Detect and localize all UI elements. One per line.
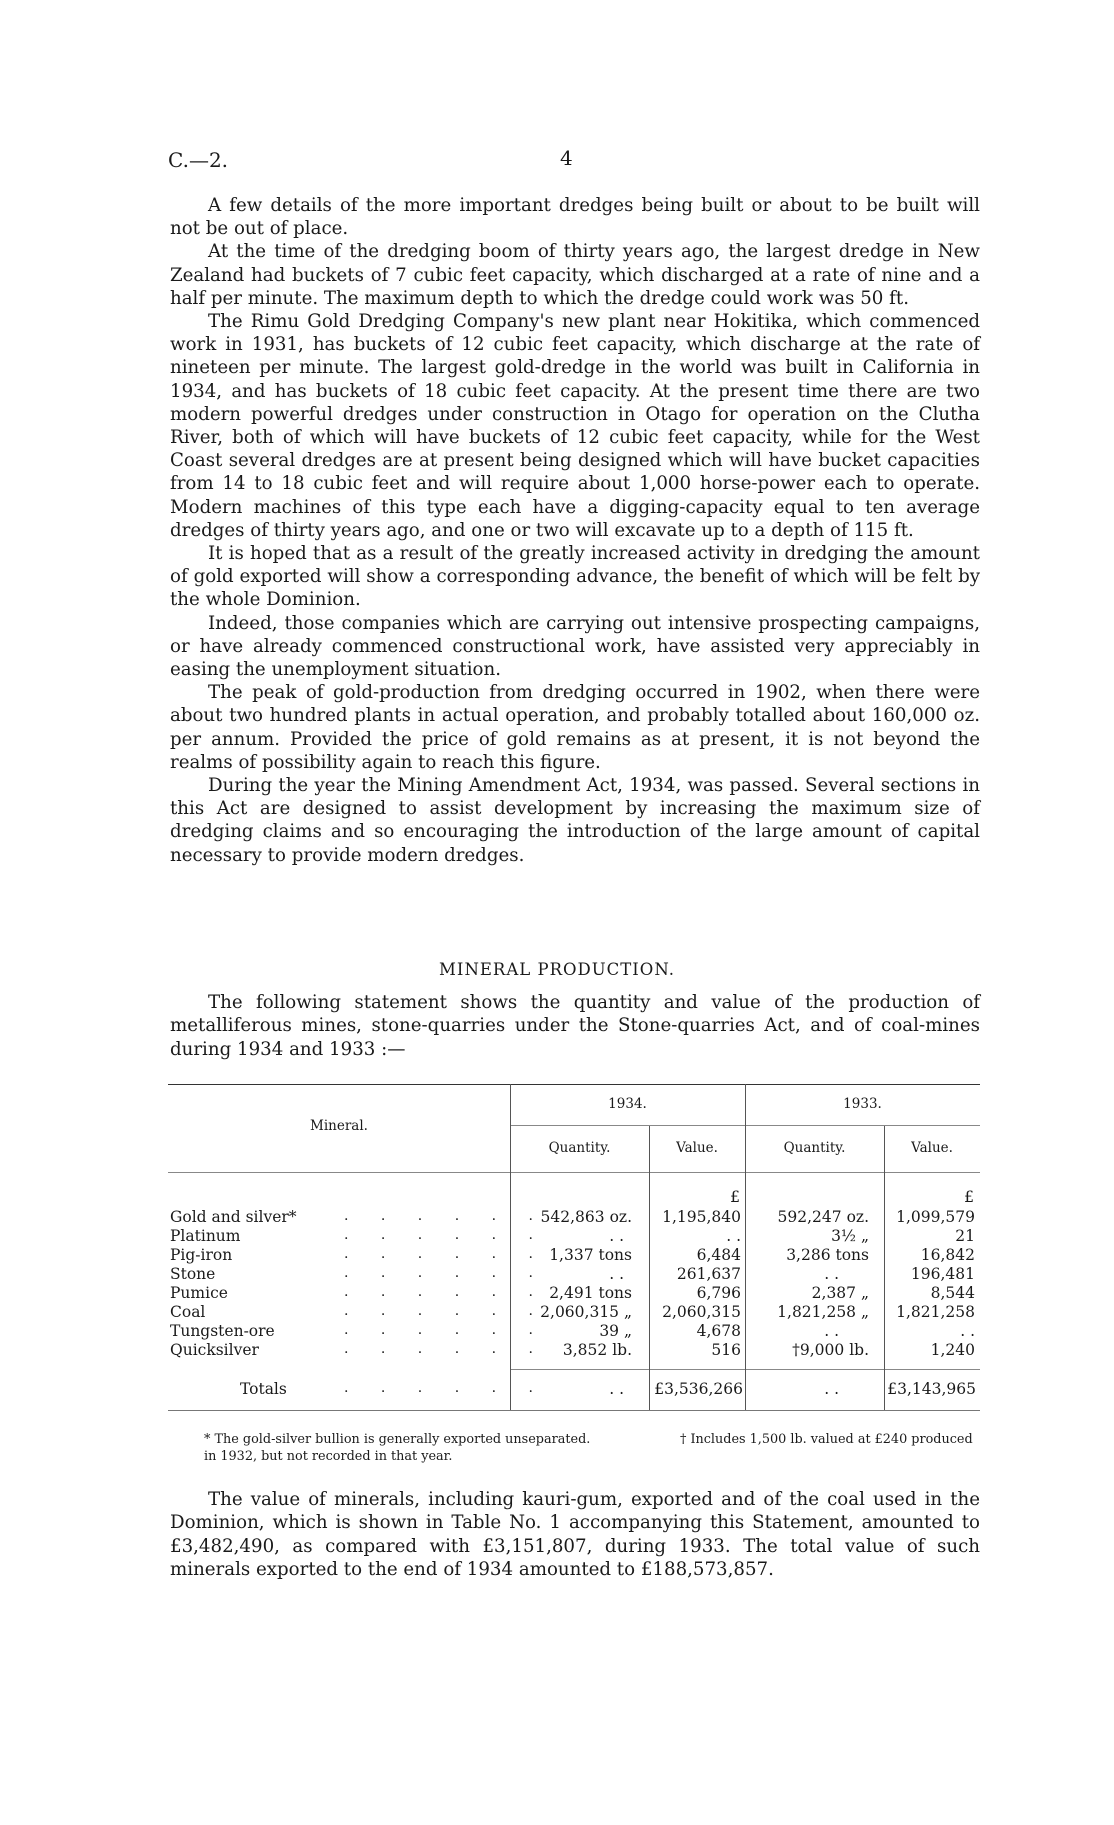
totals-value-1933: £3,143,965 [887,1380,976,1398]
section-intro [170,991,980,1061]
paragraph-6: The peak of gold-production from dredging occurred in 1902, when there were about two hundred plants in actual operation, and probably totalled about 160,000 oz. per annum. Provided the price of gold remains as at present, it is not beyond the realms of possibility again to reach this figure. [170,682,980,773]
quantity-1933: 2,387 „ [811,1284,869,1302]
paragraph-4: It is hoped that as a result of the greatly increased activity in dredging the amount of gold exported will show a corresponding advance, the benefit of which will be felt by the whole Dominion. [170,543,980,611]
value-1934: 2,060,315 [662,1303,741,1321]
column-divider-2 [649,1126,650,1410]
value-1934: 6,796 [696,1284,741,1302]
quantity-1934: 1,337 tons [549,1246,632,1264]
quantity-1934: . . [609,1265,624,1283]
totals-quantity-1934: . . [609,1380,624,1398]
leader-dots: . . . . . . [344,1380,547,1396]
totals-label: Totals [240,1380,287,1398]
document-reference: C.—2. [168,148,229,172]
value-1934-header: Value. [676,1140,718,1156]
leader-dots: . . . . . . [344,1208,547,1224]
paragraph-5: Indeed, those companies which are carrying out intensive prospecting campaigns, or have already commenced constructional work, have assisted very appreciably in easing the unemployment situation. [170,612,980,681]
currency-1933: £ [964,1188,974,1206]
value-1933: 16,842 [920,1246,975,1264]
quantity-1933: 1,821,258 „ [777,1303,869,1321]
paragraph-7: During the year the Mining Amendment Act, 1934, was passed. Several sections in this Act are designed to assist development by increasing the maximum size of dredging claims and so encouraging the introduction of the large amount of capital necessary to provide modern dredges. [170,775,980,866]
column-divider-4 [884,1126,885,1410]
footnote-dagger-continued: in 1932, but not recorded in that year. [204,1449,453,1464]
dredging-section [170,194,980,867]
page-number: 4 [560,146,573,170]
quantity-1934: 3,852 lb. [562,1341,632,1359]
mineral-name: Pumice [170,1284,228,1302]
table-bottom-rule [168,1410,980,1411]
quantity-1934: 39 „ [599,1322,632,1340]
value-1933: . . [960,1322,975,1340]
leader-dots: . . . . . . [344,1265,547,1281]
quantity-1933: . . [824,1265,839,1283]
quantity-1934: 2,060,315 „ [540,1303,632,1321]
value-1934: 6,484 [696,1246,741,1264]
mineral-name: Tungsten-ore [170,1322,275,1340]
value-1933: 1,240 [930,1341,975,1359]
header-bottom-rule [168,1172,980,1173]
mineral-name: Gold and silver* [170,1208,297,1226]
currency-1934: £ [730,1188,740,1206]
value-1933: 8,544 [930,1284,975,1302]
mineral-name: Quicksilver [170,1341,259,1359]
footnote-star: * The gold-silver bullion is generally exported unseparated. [204,1432,591,1447]
leader-dots: . . . . . . [344,1246,547,1262]
table-top-rule [168,1084,980,1085]
mineral-name: Coal [170,1303,206,1321]
quantity-1934: 2,491 tons [549,1284,632,1302]
quantity-1933-header: Quantity. [783,1140,846,1156]
value-1934: 4,678 [696,1322,741,1340]
leader-dots: . . . . . . [344,1341,547,1357]
value-1934: 261,637 [676,1265,741,1283]
value-1933: 21 [955,1227,975,1245]
paragraph-3: The Rimu Gold Dredging Company's new plant near Hokitika, which commenced work in 1931, has buckets of 12 cubic feet capacity, which discharge at the rate of nineteen per minute. The largest gold-dredge in the world was built in California in 1934, and has buckets of 18 cubic feet capacity. At the present time there are two modern powerful dredges under construction in Otago for operation on the Clutha River, both of which will have buckets of 12 cubic feet capacity, while for the West Coast several dredges are at present being designed which will have bucket capacities from 14 to 18 cubic feet and will require about 1,000 horse-power each to operate. Modern machines of this type each have a digging-capacity equal to ten average dredges of thirty years ago, and one or two will excavate up to a depth of 115 ft. [170,311,980,541]
closing-paragraph: The value of minerals, including kauri-gum, exported and of the coal used in the Dominion, which is shown in Table No. 1 accompanying this Statement, amounted to £3,482,490, as compared with £3,151,807, during 1933. The total value of such minerals exported to the end of 1934 amounted to £188,573,857. [170,1489,980,1581]
totals-quantity-1933: . . [824,1380,839,1398]
quantity-1933: 3,286 tons [786,1246,869,1264]
footnote-dagger: † Includes 1,500 lb. valued at £240 produced [680,1432,973,1447]
year-1934-header: 1934. [608,1096,647,1112]
value-1933: 1,821,258 [896,1303,975,1321]
mineral-name: Stone [170,1265,216,1283]
year-1933-header: 1933. [843,1096,882,1112]
quantity-1934: . . [609,1227,624,1245]
leader-dots: . . . . . . [344,1227,547,1243]
paragraph-2: At the time of the dredging boom of thirty years ago, the largest dredge in New Zealand had buckets of 7 cubic feet capacity, which discharged at a rate of nine and a half per minute. The maximum depth to which the dredge could work was 50 ft. [170,241,980,309]
value-1933: 1,099,579 [896,1208,975,1226]
quantity-1934: 542,863 oz. [540,1208,632,1226]
value-1934: 1,195,840 [662,1208,741,1226]
intro-paragraph: The following statement shows the quantity and value of the production of metalliferous mines, stone-quarries under the Stone-quarries Act, and of coal-mines during 1934 and 1933 :— [170,992,980,1060]
section-heading: MINERAL PRODUCTION. [439,960,675,979]
paragraph-1: A few details of the more important dredges being built or about to be built will not be out of place. [170,195,980,240]
quantity-1933: 3½ „ [831,1227,869,1245]
quantity-1933: . . [824,1322,839,1340]
quantity-1933: 592,247 oz. [777,1208,869,1226]
mineral-column-header: Mineral. [310,1118,368,1134]
column-divider-3 [745,1084,746,1410]
leader-dots: . . . . . . [344,1303,547,1319]
leader-dots: . . . . . . [344,1284,547,1300]
closing-section [170,1488,980,1582]
value-1934: . . [726,1227,741,1245]
mineral-name: Pig-iron [170,1246,233,1264]
value-1934: 516 [711,1341,741,1359]
mineral-name: Platinum [170,1227,241,1245]
value-1933: 196,481 [910,1265,975,1283]
leader-dots: . . . . . . [344,1322,547,1338]
value-1933-header: Value. [911,1140,953,1156]
quantity-1933: †9,000 lb. [792,1341,869,1359]
quantity-1934-header: Quantity. [548,1140,611,1156]
totals-value-1934: £3,536,266 [654,1380,743,1398]
